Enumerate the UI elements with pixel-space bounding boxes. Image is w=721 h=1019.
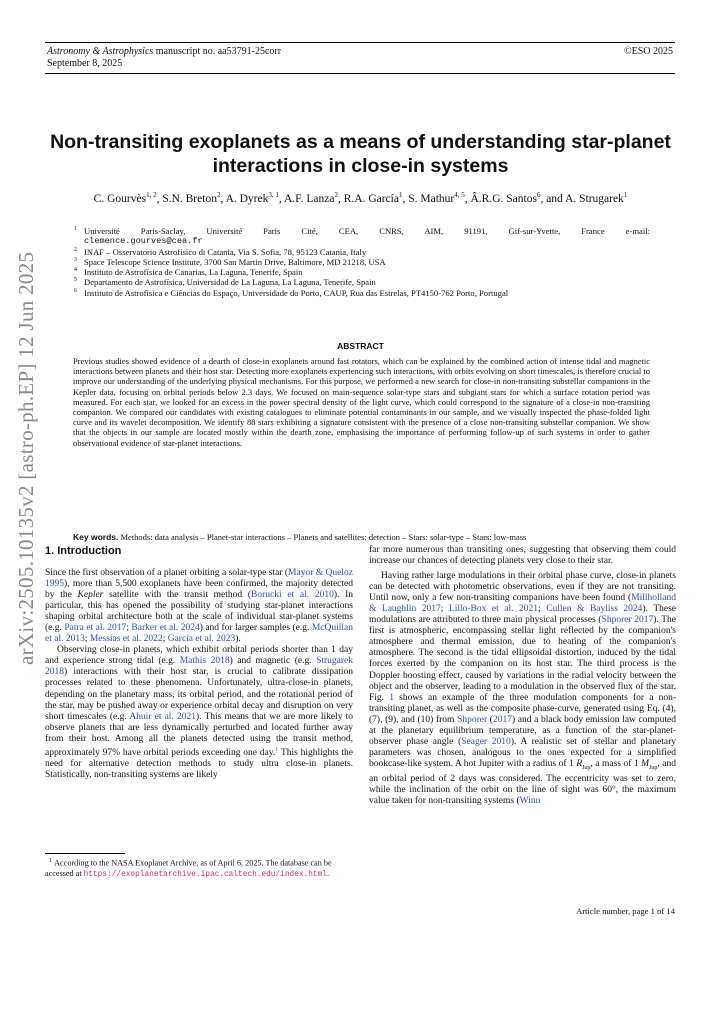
footnote-divider (45, 853, 125, 854)
affiliation-item: 5 Departamento de Astrofísica, Universidad de La Laguna, La Laguna, Tenerife, Spain (74, 277, 376, 288)
citation-link[interactable]: McQuillan et al. 2013 (45, 623, 354, 645)
paragraph: far more numerous than transiting ones, suggesting that observing them could increase our chances of detecting planets very close to their star. (369, 545, 676, 567)
journal-line (47, 46, 281, 58)
author: S.N. Breton$^2$ (162, 191, 221, 205)
archive-url-link[interactable]: https://exoplanetarchive.ipac.caltech.edu/index.html (83, 870, 327, 879)
manuscript-date: September 8, 2025 (47, 58, 123, 69)
citation-link[interactable]: Mathis 2018 (179, 656, 230, 667)
journal-name: Astronomy & Astrophysics (47, 46, 154, 57)
author: S. Mathur$^{4, 5}$ (408, 191, 465, 205)
affiliation-item: 6 Instituto de Astrofísica e Ciências do Espaço, Universidade do Porto, CAUP, Rua das Estrelas, PT4150-762 Porto, Portugal (74, 287, 509, 298)
manuscript-number: manuscript no. aa53791-25corr (155, 46, 282, 57)
abstract-heading: ABSTRACT (337, 341, 384, 351)
citation-link[interactable]: Patra et al. 2017 (64, 623, 127, 634)
citation-link[interactable]: Ahuir et al. 2021 (129, 711, 196, 722)
figure-reference-link[interactable]: 1 (389, 692, 394, 703)
citation-link[interactable]: Messias et al. 2022 (89, 634, 163, 645)
manuscript-header (45, 42, 675, 74)
affiliation-list (72, 226, 650, 298)
paragraph: Since the first observation of a planet orbiting a solar-type star (Mayor & Queloz 1995), more than 5,500 exoplanets have been confirmed, the majority detected by the Kepler satellite with the transit method (Borucki et al. 2010). In particular, this has opened the possibility of studying star-planet interactions shaping orbital architecture both at the scale of individual star-planet systems (e.g. Patra et al. 2017; Barker et al. 2024) and for larger samples (e.g. McQuillan et al. 2013; Messias et al. 2022; García et al. 2023). (45, 568, 354, 645)
citation-link[interactable]: Winn (519, 795, 541, 806)
citation-link[interactable]: Strugarek 2018 (45, 656, 354, 678)
citation-link[interactable]: Cullen & Bayliss 2024 (546, 604, 643, 615)
citation-link[interactable]: Mayor & Queloz 1995 (45, 568, 353, 590)
paragraph: Having rather large modulations in their orbital phase curve, close-in planets can be detected with photometric observations, even if they are not transiting. Until now, only a few non-transiting companions have been found (Millholland & Laughlin 2017; Lillo-Box et al. 2021; Cullen & Bayliss 2024). These modulations are attributed to three main physical processes (Shporer 2017). The first is atmospheric, encompassing stellar light reflected by the companion's atmosphere and thermal emission, due to heating of the companion's atmosphere. The second is the tidal ellipsoidal distortion, induced by the tidal forces exerted by the companion on its host star. The third process is the Doppler boosting effect, caused by variations in the radial velocity between the object and the observer, leading to a modulation in the observed flux of the star. Fig. 1 shows an example of the three modulation components for a non-transiting planet, as well as the composite phase-curve, generated using Eq. (4), (7), (9), and (10) from Shporer (2017) and a black body emission law computed at the planetary equilibrium temperature, as a function of the star-planet-observer phase angle (Seager 2010). A realistic set of stellar and planetary parameters was chosen, analogous to the ones expected for a simplified bookcase-like system. A hot Jupiter with a radius of 1 $R_{Jup}$, a mass of 1 $M_{Jup}$, and an orbital period of 2 days was considered. The eccentricity was set to zero, while the inclination of the orbit on the line of sight was 60°, the maximum value taken for non-transiting systems (Winn (369, 571, 677, 806)
author: A. Strugarek$^1$ (565, 191, 628, 205)
contact-email[interactable]: clemence.gourves@cea.fr (84, 236, 203, 247)
paragraph: Observing close-in planets, which exhibit orbital periods shorter than 1 day and experience strong tidal (e.g. Mathis 2018) and magnetic (e.g. Strugarek 2018) interactions with their host star, is crucial to calibrate dissipation processes related to these phenomena. Unfortunately, ultra-close-in planets, depending on the planetary mass, its orbital period, and the rotational period of the star, may be pushed away or experience orbital decay and disruption on very short timescales (e.g. Ahuir et al. 2021). This means that we are more likely to observe planets that are less dynamically perturbed and located further away from their host. Among all the planets detected using the transit method, approximately 97% have orbital periods exceeding one day.$^1$ This highlights the need for alternative detection methods to study ultra close-in planets. Statistically, non-transiting systems are likely (45, 645, 354, 780)
affiliation-item: 2 INAF – Osservatorio Astrofisico di Catania, Via S. Sofia, 78, 95123 Catania, Italy (74, 246, 367, 257)
citation-link[interactable]: Borucki et al. 2010 (251, 590, 334, 601)
text-column-right (369, 545, 676, 807)
text-column-left (45, 568, 353, 781)
affiliation-item: 4 Instituto de Astrofísica de Canarias, La Laguna, Tenerife, Spain (74, 267, 303, 278)
author-list: C. Gourvès$^{1, 2}$, S.N. Breton$^2$, A. Dyrek$^{3, 1}$, A.F. Lanza$^2$, R.A. García$^1$, S. Mathur$^{4, 5}$, Â.R.G. Santos$^6$, and A. Strugarek$^1$ (93, 191, 628, 205)
author: A.F. Lanza$^2$ (283, 191, 338, 205)
author: Â.R.G. Santos$^6$ (470, 191, 541, 205)
affiliation-item: 3 Space Telescope Science Institute, 3700 San Martin Drive, Baltimore, MD 21218, USA (74, 256, 386, 267)
page-number-footer: Article number, page 1 of 14 (576, 906, 675, 916)
title-line-2: interactions in close-in systems (212, 155, 509, 177)
title-line-1: Non-transiting exoplanets as a means of understanding star-planet (50, 131, 671, 153)
keywords-list: Methods: data analysis – Planet-star interactions – Planets and satellites: detection – Stars: solar-type – Stars: low-mass (120, 532, 527, 542)
author: A. Dyrek$^{3, 1}$ (225, 191, 279, 205)
citation-link[interactable]: Barker et al. 2024 (131, 623, 200, 634)
arxiv-identifier-stamp: arXiv:2505.10135v2 [astro-ph.EP] 12 Jun 2025 (14, 251, 38, 665)
keywords-label: Key words. (73, 532, 119, 542)
affiliation-item: 1 Université Paris-Saclay, Université Paris Cité, CEA, CNRS, AIM, 91191, Gif-sur-Yvette, France e-mail: (74, 226, 650, 236)
author: C. Gourvès$^{1, 2}$ (93, 191, 157, 205)
citation-link[interactable]: García et al. 2023 (167, 634, 236, 645)
citation-link[interactable]: 2017 (492, 714, 512, 725)
keywords (73, 532, 650, 542)
footnote: $^1$ According to the NASA Exoplanet Archive, as of April 6, 2025. The database can be accessed at https://exoplanetarchive.ipac.caltech.edu/index.html. (45, 858, 332, 879)
citation-link[interactable]: Lillo-Box et al. 2021 (448, 604, 539, 615)
section-heading-introduction: 1. Introduction (45, 545, 122, 557)
citation-link[interactable]: Seager 2010 (461, 736, 511, 747)
abstract-text: Previous studies showed evidence of a dearth of close-in exoplanets around fast rotators, which can be explained by the combined action of intense tidal and magnetic interactions between planets and their host star. Detecting more exoplanets experiencing such interactions, with orbits evolving on short timescales, is therefore crucial to improve our understanding of the underlying physical mechanisms. For this purpose, we performed a new search for close-in non-transiting substellar companions in the Kepler data, focusing on orbital periods below 2.3 days. We focused on main-sequence solar-type stars and subgiant stars for which a surface rotation period was measured. For each star, we looked for an excess in the power spectral density of the light curve, which could correspond to the signature of a close-in non-transiting companion. We compared our candidates with existing catalogues to eliminate potential contaminants in our sample, and we visually inspected the phase-folded light curve and its wavelet decomposition. We identify 88 stars exhibiting a signature consistent with the presence of a close non-transiting substellar companion. We show that the objects in our sample are located mostly within the dearth zone, emphasising the importance of performing follow-up of such systems in order to gather observational evidence of star-planet interactions. (73, 356, 650, 448)
author: R.A. García$^1$ (343, 191, 403, 205)
paper-title (40, 130, 681, 178)
citation-link[interactable]: Shporer 2017 (601, 615, 654, 626)
citation-link[interactable]: Millholland & Laughlin 2017 (369, 593, 676, 615)
footnote-number: 1 (49, 858, 53, 864)
copyright-notice: ©ESO 2025 (624, 46, 673, 57)
footnote-marker[interactable]: 1 (275, 746, 279, 753)
citation-link[interactable]: Shporer (457, 714, 488, 725)
